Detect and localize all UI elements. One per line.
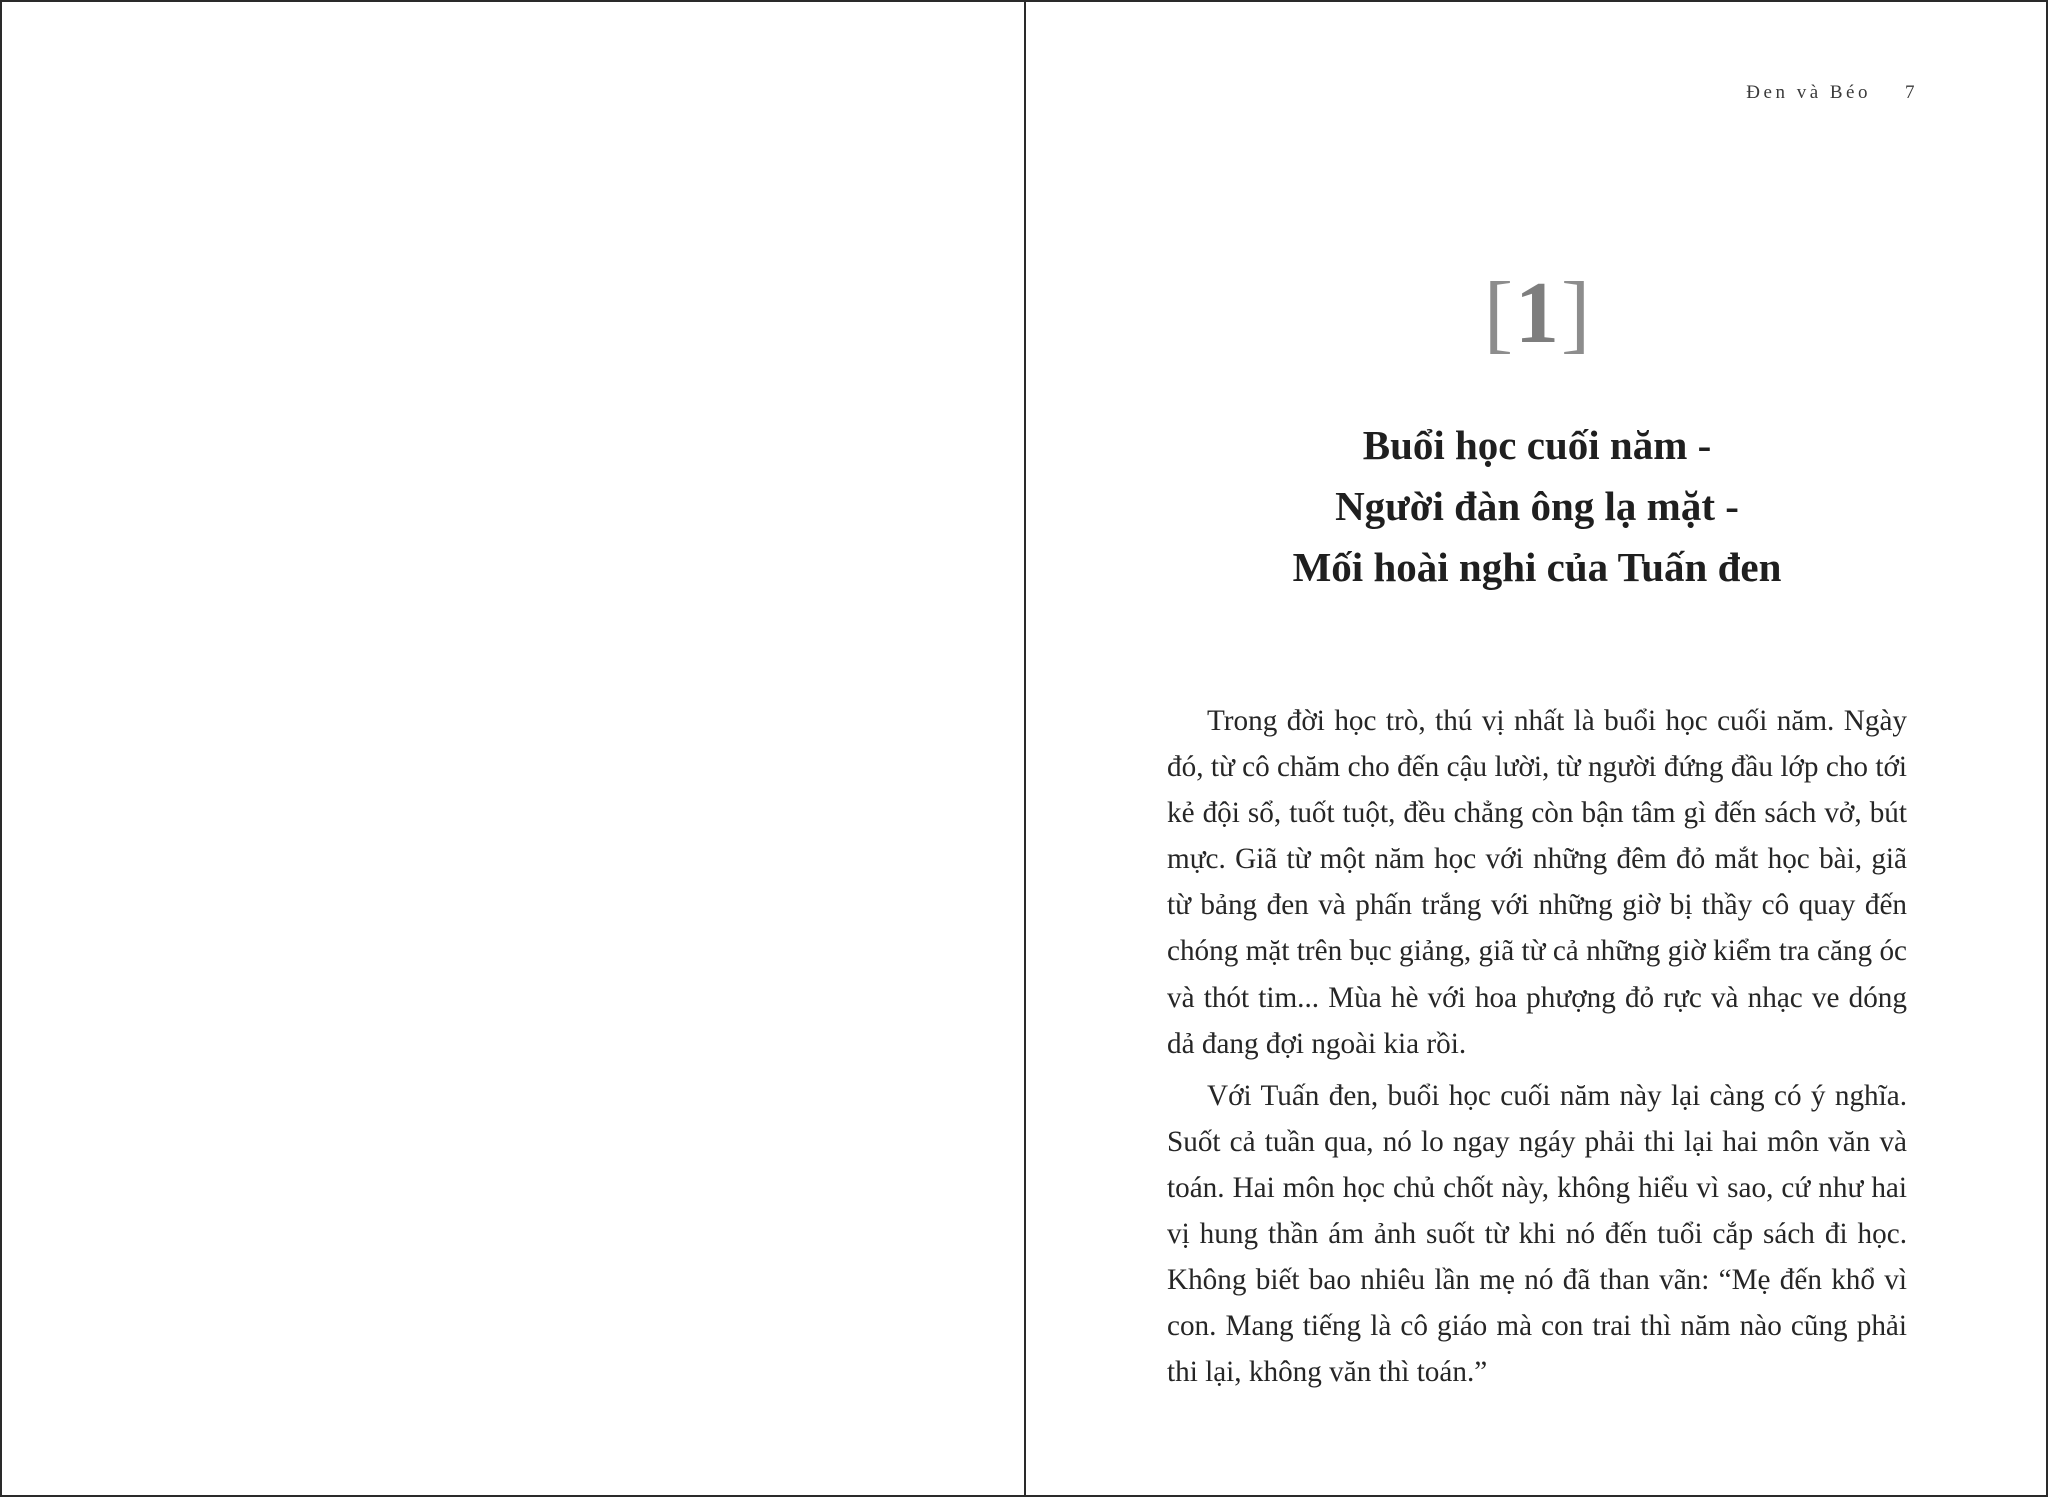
chapter-close-bracket: ]: [1561, 265, 1591, 362]
chapter-title-line: Buổi học cuối năm -: [1362, 422, 1712, 468]
chapter-open-bracket: [: [1483, 265, 1513, 362]
running-head: [1746, 82, 1918, 104]
running-head-title: Đen và Béo: [1746, 82, 1871, 103]
right-page: [1026, 2, 2046, 1495]
chapter-number: [1026, 264, 2048, 364]
page-number: 7: [1905, 82, 1918, 103]
chapter-title-line: Mối hoài nghi của Tuấn đen: [1292, 544, 1782, 590]
chapter-title: [1026, 415, 2048, 598]
chapter-number-value: 1: [1515, 265, 1559, 362]
body-text: [1167, 698, 1907, 1395]
left-page: [2, 2, 1024, 1495]
paragraph: Trong đời học trò, thú vị nhất là buổi học cuối năm. Ngày đó, từ cô chăm cho đến cậu lười, từ người đứng đầu lớp cho tới kẻ đội sổ, tuốt tuột, đều chẳng còn bận tâm gì đến sách vở, bút mực. Giã từ một năm học với những đêm đỏ mắt học bài, giã từ bảng đen và phấn trắng với những giờ bị thầy cô quay đến chóng mặt trên bục giảng, giã từ cả những giờ kiểm tra căng óc và thót tim... Mùa hè với hoa phượng đỏ rực và nhạc ve dóng dả đang đợi ngoài kia rồi.: [1167, 705, 1907, 1060]
paragraph: Với Tuấn đen, buổi học cuối năm này lại càng có ý nghĩa. Suốt cả tuần qua, nó lo ngay ngáy phải thi lại hai môn văn và toán. Hai môn học chủ chốt này, không hiểu vì sao, cứ như hai vị hung thần ám ảnh suốt từ khi nó đến tuổi cắp sách đi học. Không biết bao nhiêu lần mẹ nó đã than vãn: “Mẹ đến khổ vì con. Mang tiếng là cô giáo mà con trai thì năm nào cũng phải thi lại, không văn thì toán.”: [1167, 1079, 1907, 1389]
chapter-title-line: Người đàn ông lạ mặt -: [1335, 483, 1739, 529]
